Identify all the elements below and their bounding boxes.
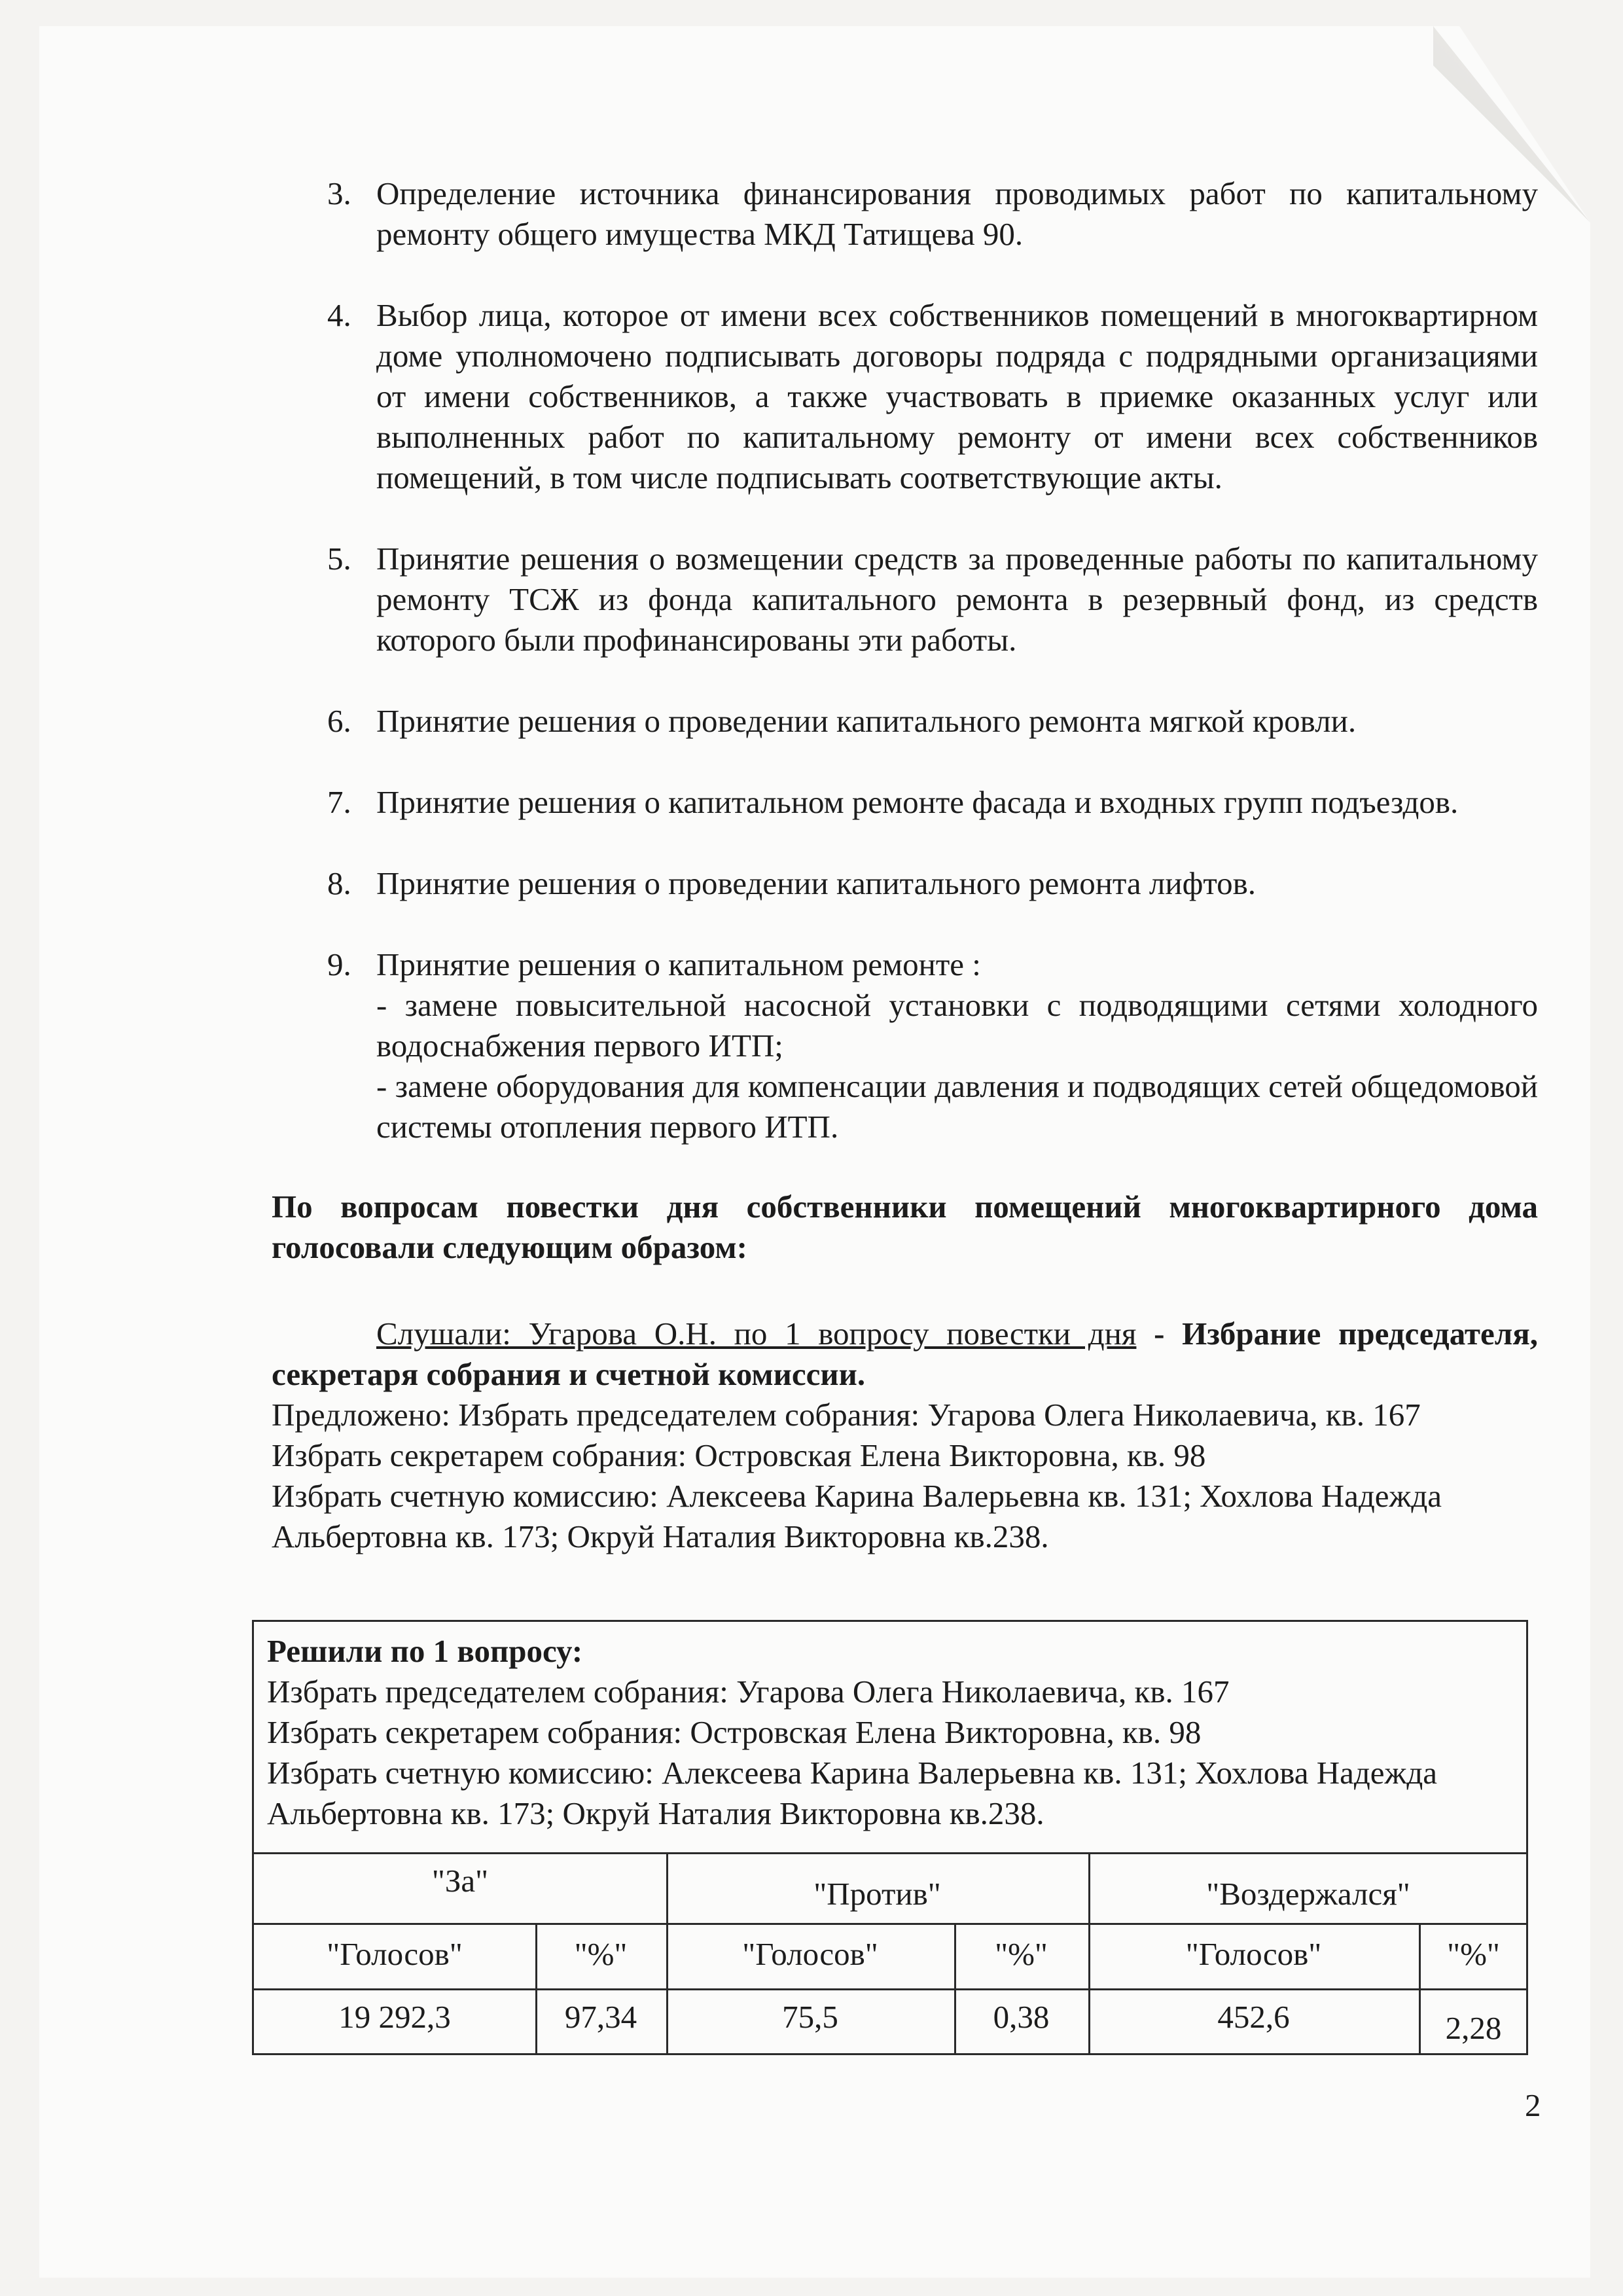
- results-grid: [254, 1854, 1526, 2055]
- subheader-percent: "%": [574, 1936, 628, 1972]
- agenda-item-text: Принятие решения о проведении капитального ремонта лифтов.: [376, 865, 1257, 901]
- agenda-subitem: - замене оборудования для компенсации давления и подводящих сетей общедомовой системы отопления первого ИТП.: [376, 1068, 1538, 1145]
- subheader-votes: "Голосов": [742, 1936, 878, 1972]
- agenda-item-7: [272, 782, 1538, 823]
- agenda-item-9: [272, 944, 1538, 1147]
- proposal-line: Предложено: Избрать председателем собрания: Угарова Олега Николаевича, кв. 167: [272, 1397, 1421, 1433]
- agenda-item-3: [272, 173, 1538, 255]
- agenda-item-text: Определение источника финансирования проводимых работ по капитальному ремонту общего имущества МКД Татищева 90.: [376, 175, 1538, 252]
- header-against: "Против": [813, 1876, 941, 1912]
- agenda-item-text: Принятие решения о капитальном ремонте фасада и входных групп подъездов.: [376, 784, 1459, 820]
- agenda-item-text: Принятие решения о возмещении средств за проведенные работы по капитальному ремонту ТСЖ из фонда капитального ремонта в резервный фонд, из средств которого были профинансированы эти работы.: [376, 541, 1538, 658]
- value-abstained-votes: 452,6: [1217, 1999, 1290, 2035]
- agenda-item-text: Принятие решения о капитальном ремонте :: [376, 946, 981, 982]
- value-against-votes: 75,5: [782, 1999, 838, 2035]
- subheader-percent: "%": [1447, 1936, 1500, 1972]
- agenda-item-number: 3.: [327, 175, 351, 211]
- agenda-item-5: [272, 539, 1538, 660]
- agenda-item-4: [272, 295, 1538, 498]
- value-for-percent: 97,34: [564, 1999, 637, 2035]
- value-for-votes: 19 292,3: [338, 1999, 451, 2035]
- page-number: 2: [1525, 2087, 1541, 2123]
- decision-line: Избрать счетную комиссию: Алексеева Карина Валерьевна кв. 131; Хохлова Надежда Альбертовна кв. 173; Окруй Наталия Викторовна кв.238.: [267, 1755, 1438, 1831]
- subheader-votes: "Голосов": [1185, 1936, 1322, 1972]
- proposal-line: Избрать секретарем собрания: Островская Елена Викторовна, кв. 98: [272, 1437, 1206, 1473]
- subheader-percent: "%": [995, 1936, 1048, 1972]
- decision-line: Избрать секретарем собрания: Островская Елена Викторовна, кв. 98: [267, 1714, 1202, 1750]
- decision-table: [252, 1620, 1528, 2055]
- agenda-item-text: Выбор лица, которое от имени всех собственников помещений в многоквартирном доме уполномочено подписывать договоры подряда с подрядными организациями от имени собственников, а также участвовать в приемке оказанных услуг или выполненных работ по капитальному ремонту от имени всех собственников помещений, в том числе подписывать соответствующие акты.: [376, 297, 1538, 495]
- agenda-item-number: 9.: [327, 946, 351, 982]
- agenda-item-8: [272, 863, 1538, 904]
- question-1-heard: [272, 1314, 1538, 1557]
- subheader-votes: "Голосов": [327, 1936, 463, 1972]
- proposal-line: Избрать счетную комиссию: Алексеева Карина Валерьевна кв. 131; Хохлова Надежда Альбертовна кв. 173; Окруй Наталия Викторовна кв.238.: [272, 1478, 1442, 1554]
- heard-speaker: Слушали: Угарова О.Н. по 1 вопросу повестки дня: [376, 1316, 1137, 1352]
- decision-text: [254, 1622, 1526, 1854]
- agenda-item-6: [272, 701, 1538, 742]
- header-abstained: "Воздержался": [1206, 1876, 1410, 1912]
- decision-title: Решили по 1 вопросу:: [267, 1633, 583, 1669]
- decision-line: Избрать председателем собрания: Угарова Олега Николаевича, кв. 167: [267, 1674, 1230, 1710]
- agenda-subitem: - замене повысительной насосной установки с подводящими сетями холодного водоснабжения первого ИТП;: [376, 987, 1538, 1064]
- heard-topic: - Избрание председателя, секретаря собрания и счетной комиссии.: [272, 1316, 1538, 1392]
- document-body: [272, 173, 1538, 1557]
- agenda-list: [272, 173, 1538, 1147]
- agenda-item-number: 6.: [327, 703, 351, 739]
- value-abstained-percent: 2,28: [1445, 2010, 1502, 2046]
- value-against-percent: 0,38: [993, 1999, 1050, 2035]
- agenda-item-number: 8.: [327, 865, 351, 901]
- agenda-item-number: 4.: [327, 297, 351, 333]
- agenda-item-number: 7.: [327, 784, 351, 820]
- header-for: "За": [431, 1863, 489, 1899]
- agenda-item-number: 5.: [327, 541, 351, 577]
- agenda-item-text: Принятие решения о проведении капитального ремонта мягкой кровли.: [376, 703, 1357, 739]
- voting-intro: По вопросам повестки дня собственники помещений многоквартирного дома голосовали следующим образом:: [272, 1189, 1538, 1265]
